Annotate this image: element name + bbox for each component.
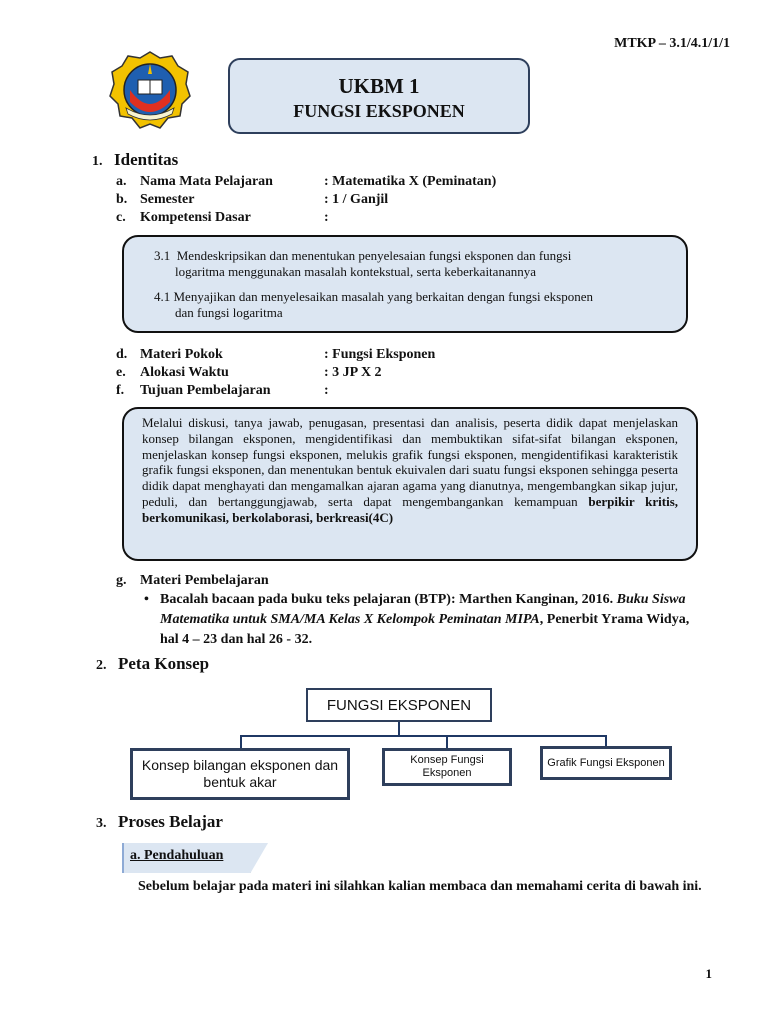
tujuan-text: Melalui diskusi, tanya jawab, penugasan, presentasi dan analisis, peserta didik dapat menjelaskan konsep bilangan eksponen, mengidentifikasi dan membuktikan sifat-sifat bilangan eksponen, menjelaskan konsep fungsi eksponen, melukis grafik fungsi eksponen, mengidentifikasi karakteristik grafik fungsi eksponen, dan menentukan bentuk ekuivalen dari suatu fungsi eksponen sehingga peserta didik dapat menghayati dan mengamalkan ajaran agama yang dianutnya, mengembangkan sikap jujur, peduli, dan bertanggungjawab, serta dapat mengembangankan kemampuan	[142, 415, 678, 509]
identitas-row-e: e. Alokasi Waktu : 3 JP X 2	[116, 365, 382, 380]
peta-connector	[446, 735, 448, 749]
peta-child-node: Konsep Fungsi Eksponen	[382, 748, 512, 786]
identitas-rows-2	[116, 346, 676, 400]
tujuan-pembelajaran-box	[122, 407, 698, 561]
peta-child-node: Konsep bilangan eksponen dan bentuk akar	[130, 748, 350, 800]
title-topic: FUNGSI EKSPONEN	[293, 101, 465, 121]
peta-connector	[240, 735, 242, 749]
identitas-row-g: g. Materi Pembelajaran	[116, 573, 269, 588]
page-number: 1	[705, 966, 712, 981]
document-code: MTKP – 3.1/4.1/1/1	[614, 36, 730, 51]
kd-4-1-cont: dan fungsi logaritma	[175, 305, 283, 320]
kompetensi-dasar-box	[122, 235, 688, 333]
peta-connector	[240, 735, 606, 737]
peta-connector	[398, 722, 400, 736]
materi-bullet: • Bacalah bacaan pada buku teks pelajaran (BTP): Marthen Kanginan, 2016. Buku Siswa Matematika untuk SMA/MA Kelas X Kelompok Peminatan MIPA, Penerbit Yrama Widya, hal 4 – 23 dan hal 26 - 32.	[144, 592, 690, 647]
kd-3-1-cont: logaritma menggunakan masalah kontekstual, serta keberkaitanannya	[175, 264, 536, 279]
kd-3-1: 3.1 Mendeskripsikan dan menentukan penyelesaian fungsi eksponen dan fungsi	[154, 248, 572, 263]
title-box	[228, 58, 530, 134]
identitas-row-f: f. Tujuan Pembelajaran :	[116, 383, 329, 398]
section-peta-heading: 2. Peta Konsep	[96, 654, 210, 673]
section-identitas-heading: 1. Identitas	[92, 150, 179, 169]
pendahuluan-label: a. Pendahuluan	[130, 848, 224, 863]
kd-4-1: 4.1 Menyajikan dan menyelesaikan masalah yang berkaitan dengan fungsi eksponen	[154, 289, 593, 304]
peta-child-node: Grafik Fungsi Eksponen	[540, 746, 672, 780]
identitas-row-d: d. Materi Pokok : Fungsi Eksponen	[116, 347, 436, 362]
pendahuluan-intro: Sebelum belajar pada materi ini silahkan kalian membaca dan memahami cerita di bawah ini.	[138, 879, 702, 894]
identitas-rows	[116, 173, 676, 227]
book-title: Buku Siswa Matematika untuk SMA/MA Kelas X Kelompok Peminatan MIPA	[160, 592, 686, 627]
identitas-row-a: a. Nama Mata Pelajaran : Matematika X (Peminatan)	[116, 174, 497, 189]
school-logo-icon	[108, 50, 192, 130]
peta-root-node: FUNGSI EKSPONEN	[306, 688, 492, 722]
identitas-row-b: b. Semester : 1 / Ganjil	[116, 192, 389, 207]
bullet-dot-icon: •	[144, 592, 149, 607]
section-proses-heading: 3. Proses Belajar	[96, 812, 223, 831]
title-ukbm: UKBM 1	[338, 74, 420, 98]
tujuan-4c: berpikir kritis, berkomunikasi, berkolaborasi, berkreasi(4C)	[142, 493, 678, 525]
identitas-row-c: c. Kompetensi Dasar :	[116, 210, 329, 225]
